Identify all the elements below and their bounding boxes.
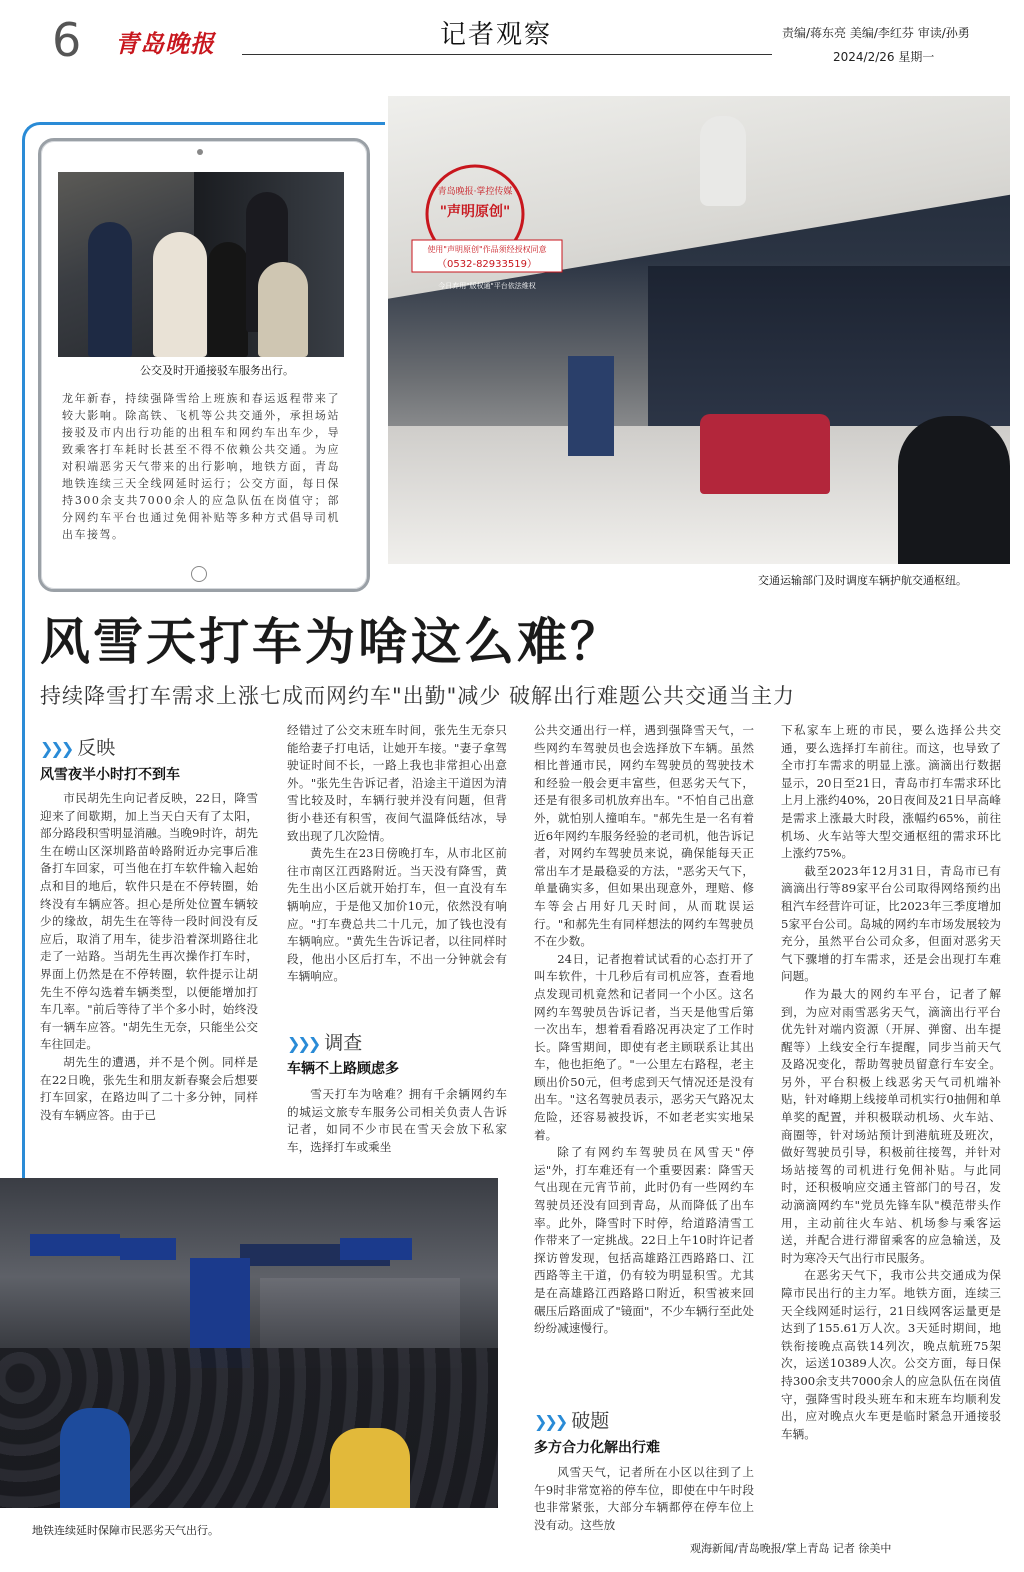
section-poti-title: 多方合力化解出行难	[534, 1440, 660, 1456]
chevrons-icon: ❯❯❯	[534, 1412, 566, 1431]
subheadline: 持续降雪打车需求上涨七成而网约车"出勤"减少 破解出行难题公共交通当主力	[40, 684, 795, 708]
chevrons-icon: ❯❯❯	[287, 1034, 319, 1053]
chevrons-icon: ❯❯❯	[40, 739, 72, 758]
subway-crowd-photo	[0, 1178, 498, 1508]
taxi-station-photo	[388, 96, 1010, 564]
paragraph: 经错过了公交末班车时间，张先生无奈只能给妻子打电话，让她开车接。"妻子拿驾驶证时间不长，一路上我也非常担心出意外。"张先生告诉记者，沿途主干道因为清雪比较及时，车辆行驶并没有问题，但背街小巷还有积雪，夜间气温降低结冰，导致出现了几次险情。	[287, 723, 507, 843]
seal-line3: 使用"声明原创"作品须经授权同意	[427, 245, 547, 254]
column-4	[781, 722, 1001, 1443]
bottom-photo-caption: 地铁连续延时保障市民恶劣天气出行。	[32, 1524, 219, 1537]
paragraph: 截至2023年12月31日，青岛市已有滴滴出行等89家平台公司取得网络预约出租汽车经营许可证，比2023年三季度增加5家平台公司。岛城的网约车市场发展较为充分，虽然平台公司众多，但面对恶劣天气下骤增的打车需求，还是会出现打车难问题。	[781, 863, 1001, 984]
paragraph: 作为最大的网约车平台，记者了解到，为应对雨雪恶劣天气，滴滴出行平台优先针对端内资源（开屏、弹窗、出车提醒等）上线安全行车提醒，同步当前天气及路况变化，帮助驾驶员留意行车安全。另外，平台积极上线恶劣天气司机端补贴，针对峰期上线接单司机实行0抽佣和单单奖的配置，并积极联动机场、火车站、商圈等，针对场站预计到港航班及班次，做好驾驶员引导，积极前往接驾，并针对场站接驾的司机进行免佣补贴。与此同时，还积极响应交通主管部门的号召，发动滴滴网约车"党员先锋车队"模范带头作用，主动前往火车站、机场参与乘客运送，并配合进行滞留乘客的应急输送，及时为寒冷天气出行市民服务。	[781, 986, 1001, 1265]
column-3	[534, 722, 754, 1338]
paragraph: 胡先生的遭遇，并不是个例。同样是在22日晚，张先生和朋友新春聚会后想要打车回家，在路边叫了二十多分钟，同样没有车辆应答。由于已	[40, 1054, 258, 1122]
editors-credit: 责编/蒋东亮 美编/李红芬 审读/孙勇	[782, 26, 970, 40]
section-fanying-title: 风雪夜半小时打不到车	[40, 767, 180, 783]
top-photo-caption: 交通运输部门及时调度车辆护航交通枢纽。	[758, 574, 967, 587]
paragraph: 除了有网约车驾驶员在风雪天"停运"外，打车难还有一个重要因素：降雪天气出现在元宵节前，此时仍有一些网约车驾驶员还没有回到青岛，从而降低了出车率。此外，降雪时下时停，给道路清雪工作带来了一定挑战。22日上午10时许记者探访曾发现，包括高雄路江西路路口、江西路等主干道，仍有较为明显积雪。尤其是在高雄路江西路路口附近，积雪被来回碾压后路面成了"镜面"，不少车辆行至此处纷纷减速慢行。	[534, 1145, 754, 1336]
headline: 风雪天打车为啥这么难？	[40, 613, 623, 671]
column-2b	[287, 1086, 507, 1156]
column-title: 记者观察	[440, 20, 553, 50]
section-diaocha-title: 车辆不上路顾虑多	[287, 1061, 399, 1077]
paragraph: 下私家车上班的市民，要么选择公共交通，要么选择打车前往。而这，也导致了全市打车需求的明显上涨。滴滴出行数据显示，20日至21日，青岛市打车需求环比上月上涨约40%，20日夜间及21日早高峰是需求上涨最大时段，涨幅约65%，前往机场、火车站等大型交通枢纽的需求环比上涨约75%。	[781, 723, 1001, 861]
tablet-photo-caption: 公交及时开通接驳车服务出行。	[140, 364, 294, 377]
column-3b	[534, 1464, 754, 1534]
bus-photo	[58, 172, 344, 357]
column-1	[40, 790, 258, 1124]
seal-line1: 青岛晚报·掌控传媒	[437, 187, 513, 197]
section-poti: ❯❯❯ 破题	[534, 1410, 610, 1432]
header-rule	[242, 54, 772, 55]
seal-phone: （0532-82933519）	[437, 259, 537, 270]
tablet-camera-icon	[197, 149, 203, 155]
paragraph: 在恶劣天气下，我市公共交通成为保障市民出行的主力军。地铁方面，连续三天全线网延时运行，21日线网客运量更是达到了155.61万人次。3天延时期间，地铁衔接晚点高铁14列次，晚点航班75架次，运送10389人次。公交方面，每日保持300余支共7000余人的应急队伍在岗值守，强降雪时段头班车和末班车均顺利发出，应对晚点火车更是临时紧急开通接驳车辆。	[781, 1268, 1001, 1441]
newspaper-logo: 青岛晚报	[115, 29, 215, 58]
byline: 观海新闻/青岛晚报/掌上青岛 记者 徐美中	[690, 1542, 892, 1555]
seal-line4: 今日弃用"版权通"平台依法维权	[438, 282, 536, 290]
issue-date: 2024/2/26 星期一	[833, 50, 935, 64]
section-fanying: ❯❯❯ 反映	[40, 737, 116, 759]
paragraph: 市民胡先生向记者反映，22日，降雪迎来了间歇期，加上当天白天有了太阳，部分路段积雪明显消融。当晚9时许，胡先生在崂山区深圳路苗岭路附近办完事后准备打车回家，可当他在打车软件输入起始点和目的地后，软件只是在不停转圈，始终没有车辆应答。担心是所处位置车辆较少的缘故，胡先生在等待一段时间没有反应后，取消了用车，徒步沿着深圳路往北走了一站路。当胡先生再次操作打车时，界面上仍然是在不停转圈，软件提示让胡先生不停勾选着车辆类型，以便能增加打车几率。"前后等待了半个多小时，始终没有一辆车应答。"胡先生无奈，只能坐公交车往回走。	[40, 791, 258, 1052]
copyright-seal	[410, 156, 580, 296]
section-diaocha: ❯❯❯ 调查	[287, 1032, 363, 1054]
paragraph: 雪天打车为啥难？拥有千余辆网约车的城运文旅专车服务公司相关负责人告诉记者，如同不少市民在雪天会放下私家车，选择打车或乘坐	[287, 1087, 507, 1154]
paragraph: 24日，记者抱着试试看的心态打开了叫车软件，十几秒后有司机应答，查看地点发现司机竟然和记者同一个小区。这名网约车驾驶员告诉记者，当天是他雪后第一次出车，想着看看路况再决定了工作时长。降雪期间，即使有老主顾联系让其出车，他也拒绝了。"一公里左右路程，老主顾出价50元，但考虑到天气情况还是没有出车。"这名驾驶员表示，恶劣天气路况太危险，还容易被投诉，不如老老实实地呆着。	[534, 951, 754, 1142]
seal-line2: "声明原创"	[439, 204, 511, 220]
paragraph: 黄先生在23日傍晚打车，从市北区前往市南区江西路附近。当天没有降雪，黄先生出小区后就开始打车，但一直没有车辆响应，于是他又加价10元，依然没有响应。"打车费总共二十几元，加了钱也没有车辆响应。"黄先生告诉记者，以往同样时段，他出小区后打车，不出一分钟就会有车辆响应。	[287, 846, 507, 984]
page-number: 6	[52, 13, 82, 67]
paragraph: 公共交通出行一样，遇到强降雪天气，一些网约车驾驶员也会选择放下车辆。虽然相比普通市民，网约车驾驶员的驾驶技术和经验一般会更丰富些，但恶劣天气下，还是有很多司机放弃出车。"不怕自己出意外，就怕别人撞咱车。"郝先生是一名有着近6年网约车服务经验的老司机，他告诉记者，对网约车驾驶员来说，确保能每天正常出车才是最稳妥的方法，"恶劣天气下，单量确实多，但如果出现意外，理赔、修车等会占用好几天时间，从而耽误运行。"和郝先生有同样想法的网约车驾驶员不在少数。	[534, 723, 754, 949]
intro-text: 龙年新春，持续强降雪给上班族和春运返程带来了较大影响。除高铁、飞机等公共交通外，承担场站接驳及市内出行功能的出租车和网约车出车少，导致乘客打车耗时长甚至不得不依赖公共交通。为应对积端恶劣天气带来的出行影响，地铁方面，青岛地铁连续三天全线网延时运行；公交方面，每日保持300余支共7000余人的应急队伍在岗值守；部分网约车平台也通过免佣补贴等多种方式倡导司机出车接驾。	[62, 392, 340, 541]
column-2	[287, 722, 507, 986]
paragraph: 风雪天气，记者所在小区以往到了上午9时非常宽裕的停车位，即使在中午时段也非常紧张，大部分车辆都停在停车位上没有动。这些放	[534, 1465, 754, 1532]
tablet-home-button-icon	[191, 566, 207, 582]
